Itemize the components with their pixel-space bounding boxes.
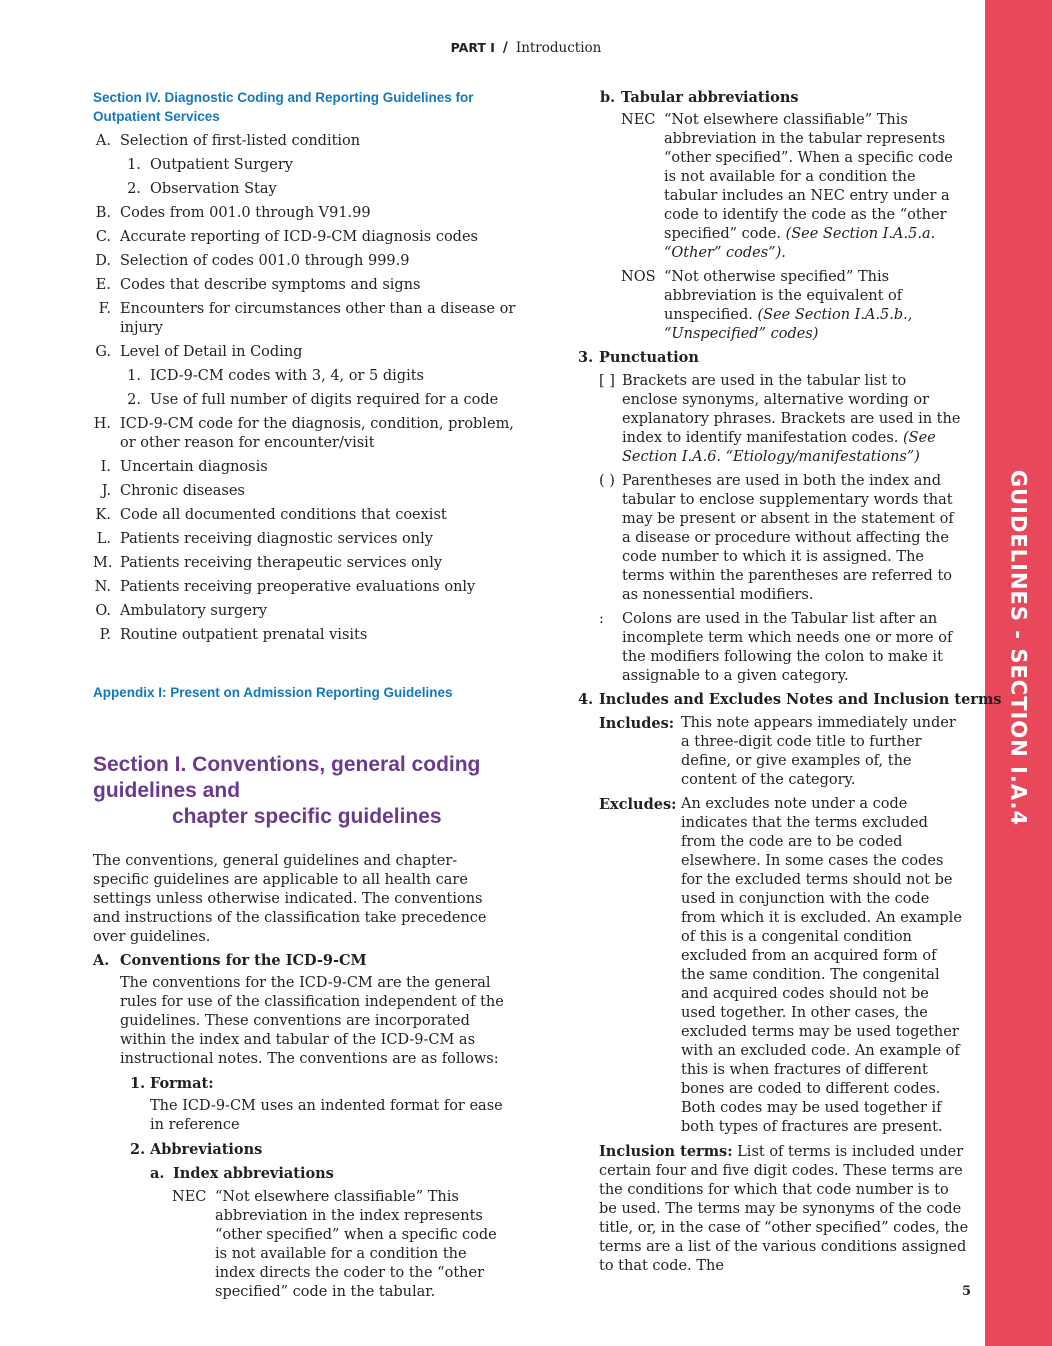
section-4-outline bbox=[93, 132, 523, 645]
outline-item-label: Patients receiving therapeutic services only bbox=[120, 555, 443, 571]
outline-item-marker: L. bbox=[96, 531, 111, 547]
outline-item bbox=[93, 252, 523, 271]
outline-item bbox=[93, 276, 523, 295]
outline-item bbox=[93, 482, 523, 501]
outline-item-marker: N. bbox=[94, 579, 111, 595]
colon-key: : bbox=[599, 611, 604, 627]
outline-item-marker: M. bbox=[93, 555, 113, 571]
outline-item-label: Uncertain diagnosis bbox=[120, 459, 268, 475]
excludes-key: Excludes: bbox=[599, 796, 677, 813]
item-3-heading bbox=[578, 348, 970, 367]
includes-key: Includes: bbox=[599, 715, 675, 732]
outline-item-marker: A. bbox=[95, 133, 111, 149]
index-nec-entry bbox=[93, 1188, 505, 1302]
outline-item-marker: J. bbox=[101, 483, 111, 499]
page-number: 5 bbox=[962, 1284, 972, 1299]
sidebar-label: GUIDELINES - SECTION I.A.4 bbox=[1006, 469, 1031, 827]
inclusion-terms-entry bbox=[578, 1142, 970, 1276]
outline-item-marker: B. bbox=[95, 205, 111, 221]
item-2-title: Abbreviations bbox=[150, 1141, 263, 1158]
outline-item bbox=[93, 132, 523, 151]
outline-item-label: Chronic diseases bbox=[120, 483, 245, 499]
outline-item-label: Selection of first-listed condition bbox=[120, 133, 361, 149]
subsection-a-body: The conventions for the ICD-9-CM are the general rules for use of the classification independent of the guidelines. These conventions are incorporated within the index and tabular of the ICD-9-CM as instructional notes. The conventions are as follows: bbox=[120, 975, 504, 1067]
outline-item-label: Ambulatory surgery bbox=[120, 603, 268, 619]
parentheses-entry bbox=[578, 472, 962, 605]
outline-item-label: Patients receiving diagnostic services only bbox=[120, 531, 433, 547]
inclusion-terms-body: List of terms is included under certain four and five digit codes. These terms are the conditions for which that code number is to be used. The terms may be synonyms of the code title, or, in the case of “other specified” codes, the terms are a list of the various conditions assigned to that code. The bbox=[599, 1144, 969, 1274]
outline-item-label: ICD-9-CM codes with 3, 4, or 5 digits bbox=[150, 368, 424, 384]
outline-item bbox=[93, 602, 523, 621]
appendix-title: Appendix I: Present on Admission Reporting Guidelines bbox=[93, 685, 453, 700]
section-4-title: Section IV. Diagnostic Coding and Reporting Guidelines for Outpatient Services bbox=[93, 90, 474, 124]
outline-item-label: Codes from 001.0 through V91.99 bbox=[120, 205, 371, 221]
outline-item bbox=[93, 415, 523, 453]
outline-item bbox=[93, 367, 523, 386]
item-1-title: Format: bbox=[150, 1075, 214, 1092]
outline-item bbox=[93, 228, 523, 247]
outline-item-marker: F. bbox=[98, 301, 111, 317]
item-2b-heading bbox=[578, 88, 970, 107]
outline-item bbox=[93, 506, 523, 525]
running-head-part: PART I bbox=[450, 40, 495, 55]
outline-item-marker: I. bbox=[100, 459, 111, 475]
tabular-nos-entry bbox=[578, 268, 964, 344]
outline-item-marker: 1. bbox=[127, 368, 141, 384]
section-1-title-line-2: chapter specific guidelines bbox=[172, 805, 442, 828]
running-head-section: Introduction bbox=[515, 40, 602, 56]
tabular-nos-key: NOS bbox=[621, 269, 656, 285]
tabular-nec-ref: (See Section I.A.5.a. “Other” codes”). bbox=[664, 226, 936, 261]
item-3-marker: 3. bbox=[578, 349, 594, 366]
includes-entry bbox=[578, 714, 968, 790]
outline-item-marker: 2. bbox=[127, 181, 141, 197]
tabular-nos-ref: (See Section I.A.5.b., “Unspecified” codes) bbox=[664, 307, 913, 342]
outline-item bbox=[93, 458, 523, 477]
running-head-slash: / bbox=[502, 40, 508, 56]
outline-item-marker: P. bbox=[99, 627, 111, 643]
item-4-marker: 4. bbox=[578, 691, 594, 708]
section-1-title bbox=[93, 752, 523, 830]
outline-item bbox=[93, 204, 523, 223]
item-1-heading bbox=[93, 1074, 523, 1093]
section-1-intro: The conventions, general guidelines and chapter-specific guidelines are applicable to all health care settings unless otherwise indicated. The conventions and instructions of the classification take precedence over guidelines. bbox=[93, 853, 487, 945]
outline-item bbox=[93, 300, 523, 338]
section-1-title-line-1: Section I. Conventions, general coding guidelines and bbox=[93, 753, 481, 802]
outline-item-label: Use of full number of digits required for a code bbox=[150, 392, 499, 408]
item-2a-heading bbox=[93, 1164, 523, 1183]
outline-item-label: Codes that describe symptoms and signs bbox=[120, 277, 421, 293]
item-1-body: The ICD-9-CM uses an indented format for ease in reference bbox=[150, 1098, 503, 1133]
outline-item bbox=[93, 180, 523, 199]
item-2-heading bbox=[93, 1140, 523, 1159]
tabular-nos-body: “Not otherwise specified” This abbreviation is the equivalent of unspecified. bbox=[664, 269, 903, 323]
outline-item bbox=[93, 626, 523, 645]
inclusion-terms-text bbox=[599, 1142, 970, 1276]
item-4-heading bbox=[578, 690, 1002, 709]
subsection-a-title: Conventions for the ICD-9-CM bbox=[120, 952, 367, 969]
outline-item-marker: C. bbox=[95, 229, 111, 245]
includes-body: This note appears immediately under a three-digit code title to further define, or give examples of, the content of the category. bbox=[681, 715, 956, 788]
outline-item-marker: 2. bbox=[127, 392, 141, 408]
outline-item-label: ICD-9-CM code for the diagnosis, condition, problem, or other reason for encounter/visit bbox=[120, 416, 514, 451]
excludes-body: An excludes note under a code indicates that the terms excluded from the code are to be coded elsewhere. In some cases the codes for the excluded terms should not be used in conjunction with the code from which it is excluded. An example of this is a congenital condition excluded from an acquired form of the same condition. The congenital and acquired codes should not be used together. In other cases, the excluded terms may be used together with an excluded code. An example of this is when fractures of different bones are coded to different codes. Both codes may be used together if both types of fractures are present. bbox=[681, 796, 962, 1135]
outline-item-label: Outpatient Surgery bbox=[150, 157, 293, 173]
parentheses-body: Parentheses are used in both the index and tabular to enclose supplementary words that may be present or absent in the statement of a disease or procedure without affecting the code number to which it is assigned. The terms within the parentheses are referred to as nonessential modifiers. bbox=[622, 473, 954, 603]
outline-item-label: Level of Detail in Coding bbox=[120, 344, 303, 360]
tabular-nec-entry bbox=[578, 111, 964, 263]
outline-item bbox=[93, 554, 523, 573]
outline-item-label: Selection of codes 001.0 through 999.9 bbox=[120, 253, 410, 269]
colon-entry bbox=[578, 610, 962, 686]
index-nec-body: “Not elsewhere classifiable” This abbreviation in the index represents “other specified” when a specific code is not available for a condition the index directs the coder to the “other specified” code in the tabular. bbox=[215, 1189, 497, 1300]
outline-item-marker: O. bbox=[95, 603, 111, 619]
excludes-entry bbox=[578, 795, 963, 1137]
outline-item-label: Code all documented conditions that coexist bbox=[120, 507, 447, 523]
brackets-key: [ ] bbox=[599, 373, 615, 389]
outline-item-label: Accurate reporting of ICD-9-CM diagnosis codes bbox=[120, 229, 478, 245]
index-nec-key: NEC bbox=[172, 1189, 207, 1205]
parentheses-key: ( ) bbox=[599, 473, 615, 489]
brackets-body: Brackets are used in the tabular list to enclose synonyms, alternative wording or explanatory phrases. Brackets are used in the index to identify manifestation codes. bbox=[622, 373, 961, 446]
item-2b-title: Tabular abbreviations bbox=[621, 89, 799, 106]
outline-item bbox=[93, 578, 523, 597]
item-2a-marker: a. bbox=[150, 1165, 165, 1182]
item-3-title: Punctuation bbox=[599, 349, 699, 366]
outline-item-marker: E. bbox=[95, 277, 111, 293]
outline-item bbox=[93, 343, 523, 362]
item-2b-marker: b. bbox=[600, 89, 616, 106]
inclusion-terms-key: Inclusion terms: bbox=[599, 1143, 733, 1160]
outline-item-marker: K. bbox=[95, 507, 111, 523]
outline-item-label: Observation Stay bbox=[150, 181, 277, 197]
outline-item bbox=[93, 156, 523, 175]
colon-body: Colons are used in the Tabular list after an incomplete term which needs one or more of the modifiers following the colon to make it assignable to a given category. bbox=[622, 611, 953, 684]
outline-item-marker: G. bbox=[95, 344, 111, 360]
outline-item-marker: 1. bbox=[127, 157, 141, 173]
left-column bbox=[93, 88, 523, 1302]
tabular-nec-body: “Not elsewhere classifiable” This abbreviation in the tabular represents “other specified”. When a specific code is not available for a condition the tabular includes an NEC entry under a code to identify the code as the “other specified” code. bbox=[664, 112, 953, 242]
subsection-a-heading bbox=[93, 951, 523, 970]
outline-item-label: Routine outpatient prenatal visits bbox=[120, 627, 368, 643]
running-head bbox=[0, 38, 1052, 58]
brackets-ref: (See Section I.A.6. “Etiology/manifestations”) bbox=[622, 430, 936, 465]
outline-item-label: Encounters for circumstances other than a disease or injury bbox=[120, 301, 516, 336]
outline-item-label: Patients receiving preoperative evaluations only bbox=[120, 579, 476, 595]
outline-item-marker: D. bbox=[95, 253, 111, 269]
tabular-nec-key: NEC bbox=[621, 112, 656, 128]
subsection-a-marker: A. bbox=[93, 952, 110, 969]
outline-item bbox=[93, 530, 523, 549]
brackets-entry bbox=[578, 372, 962, 467]
outline-item-marker: H. bbox=[93, 416, 111, 432]
item-1-marker: 1. bbox=[130, 1075, 146, 1092]
item-4-title: Includes and Excludes Notes and Inclusion terms bbox=[599, 691, 1002, 708]
right-column bbox=[578, 88, 1002, 1276]
outline-item bbox=[93, 391, 523, 410]
item-2a-title: Index abbreviations bbox=[173, 1165, 334, 1182]
item-2-marker: 2. bbox=[130, 1141, 146, 1158]
